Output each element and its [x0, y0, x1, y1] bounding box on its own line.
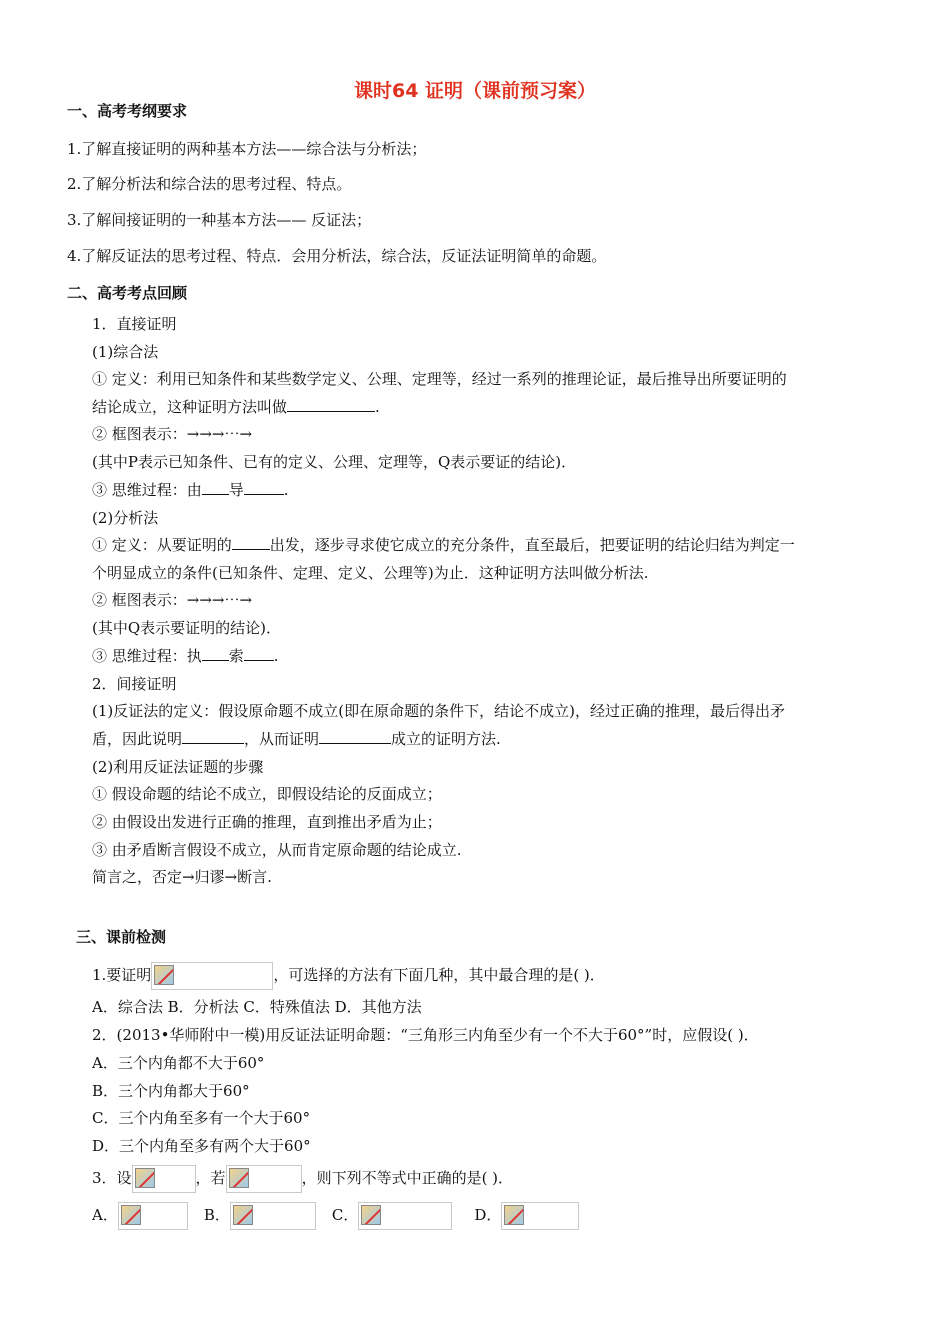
- formula-image: [358, 1202, 452, 1230]
- analysis-flowchart: ② 框图表示：→→→⋯→: [92, 591, 253, 609]
- thinking-text: 索: [228, 647, 244, 665]
- formula-image: [230, 1202, 316, 1230]
- question-1: [92, 961, 605, 990]
- question-2-option-a: A．三个内角都不大于60°: [92, 1054, 265, 1072]
- answer-blank[interactable]: [319, 729, 391, 744]
- step-3: ③ 由矛盾断言假设不成立，从而肯定原命题的结论成立.: [92, 841, 462, 859]
- period: .: [283, 481, 289, 499]
- synthesis-note: (其中P表示已知条件、已有的定义、公理、定理等，Q表示要证的结论)．: [92, 453, 577, 471]
- thinking-text: ③ 思维过程：执: [92, 647, 202, 665]
- question-2-option-c: C．三个内角至多有一个大于60°: [92, 1109, 311, 1127]
- period: .: [273, 647, 279, 665]
- objective-item-4: 4.了解反证法的思考过程、特点．会用分析法，综合法，反证法证明简单的命题。: [67, 247, 607, 265]
- contradiction-text: ，从而证明: [244, 730, 320, 748]
- question-3-option-b: [204, 1201, 316, 1230]
- synthesis-flowchart: ② 框图表示：→→→⋯→: [92, 425, 253, 443]
- image-placeholder-icon: [154, 965, 174, 985]
- question-text: 1.要证明: [92, 966, 152, 984]
- thinking-text: 导: [228, 481, 244, 499]
- contradiction-definition-line1: (1)反证法的定义：假设原命题不成立(即在原命题的条件下，结论不成立)，经过正确的推理，最后得出矛: [92, 702, 785, 720]
- analysis-note: (其中Q表示要证明的结论)．: [92, 619, 282, 637]
- subheading-contradiction-steps: (2)利用反证法证题的步骤: [92, 758, 264, 776]
- objective-item-2: 2.了解分析法和综合法的思考过程、特点。: [67, 175, 352, 193]
- question-3-options: [92, 1201, 579, 1230]
- analysis-definition-line2: 个明显成立的条件(已知条件、定理、定义、公理等)为止．这种证明方法叫做分析法.: [92, 564, 649, 582]
- step-2: ② 由假设出发进行正确的推理，直到推出矛盾为止；: [92, 813, 442, 831]
- option-label: D．: [474, 1206, 502, 1224]
- option-label: A．: [92, 1206, 118, 1224]
- question-2: 2．(2013•华师附中一模)用反证法证明命题：“三角形三内角至少有一个不大于60°”时，应假设( )．: [92, 1026, 759, 1044]
- synthesis-definition-line1: ① 定义：利用已知条件和某些数学定义、公理、定理等，经过一系列的推理论证，最后推导出所要证明的: [92, 370, 787, 388]
- thinking-text: ③ 思维过程：由: [92, 481, 202, 499]
- contradiction-text: 盾，因此说明: [92, 730, 183, 748]
- question-text: ，若: [195, 1169, 226, 1187]
- option-label: B．: [203, 1206, 230, 1224]
- answer-blank[interactable]: [202, 480, 229, 495]
- formula-image: [151, 962, 273, 990]
- analysis-text: ① 定义：从要证明的: [92, 536, 232, 554]
- synthesis-definition-line2: [92, 397, 380, 417]
- question-2-option-d: D．三个内角至多有两个大于60°: [92, 1137, 311, 1155]
- question-2-option-b: B．三个内角都大于60°: [92, 1082, 250, 1100]
- question-3: [92, 1164, 513, 1193]
- formula-image: [226, 1165, 302, 1193]
- question-text: ，可选择的方法有下面几种，其中最合理的是( )．: [273, 966, 605, 984]
- analysis-definition-line1: [92, 535, 795, 555]
- image-placeholder-icon: [504, 1205, 524, 1225]
- objective-item-3: 3.了解间接证明的一种基本方法—— 反证法；: [67, 211, 372, 229]
- answer-blank[interactable]: [182, 729, 244, 744]
- contradiction-definition-line2: [92, 729, 501, 749]
- analysis-thinking: [92, 646, 279, 666]
- question-3-option-d: [474, 1201, 579, 1230]
- image-placeholder-icon: [229, 1168, 249, 1188]
- subheading-analysis: (2)分析法: [92, 509, 159, 527]
- answer-blank[interactable]: [232, 535, 270, 550]
- answer-blank[interactable]: [244, 646, 274, 661]
- formula-image: [132, 1165, 196, 1193]
- question-3-option-a: [92, 1201, 188, 1230]
- summary-line: 简言之，否定→归谬→断言.: [92, 868, 272, 886]
- image-placeholder-icon: [121, 1205, 141, 1225]
- formula-image: [118, 1202, 188, 1230]
- image-placeholder-icon: [361, 1205, 381, 1225]
- image-placeholder-icon: [233, 1205, 253, 1225]
- analysis-text: 出发，逐步寻求使它成立的充分条件，直至最后，把要证明的结论归结为判定一: [269, 536, 795, 554]
- answer-blank[interactable]: [202, 646, 229, 661]
- answer-blank[interactable]: [287, 397, 375, 412]
- section2-heading: 二、高考考点回顾: [67, 284, 188, 302]
- formula-image: [501, 1202, 579, 1230]
- objective-item-1: 1.了解直接证明的两种基本方法——综合法与分析法；: [67, 140, 427, 158]
- contradiction-text: 成立的证明方法.: [391, 730, 501, 748]
- image-placeholder-icon: [135, 1168, 155, 1188]
- step-1: ① 假设命题的结论不成立，即假设结论的反面成立；: [92, 785, 442, 803]
- section3-heading: 三、课前检测: [76, 928, 167, 946]
- answer-blank[interactable]: [244, 480, 284, 495]
- subheading-indirect-proof: 2．间接证明: [92, 675, 177, 693]
- section1-heading: 一、高考考纲要求: [67, 102, 188, 120]
- synthesis-definition-text: 结论成立，这种证明方法叫做: [92, 398, 288, 416]
- synthesis-thinking: [92, 480, 289, 500]
- period: .: [375, 398, 380, 416]
- question-text: ，则下列不等式中正确的是( )．: [301, 1169, 514, 1187]
- question-3-option-c: [332, 1201, 452, 1230]
- option-label: C．: [331, 1206, 359, 1224]
- question-text: 3．设: [92, 1169, 132, 1187]
- page-title: 课时64 证明（课前预习案）: [353, 80, 597, 102]
- subheading-direct-proof: 1．直接证明: [92, 315, 177, 333]
- subheading-synthesis: (1)综合法: [92, 343, 159, 361]
- question-1-options: A．综合法 B．分析法 C．特殊值法 D．其他方法: [92, 998, 422, 1016]
